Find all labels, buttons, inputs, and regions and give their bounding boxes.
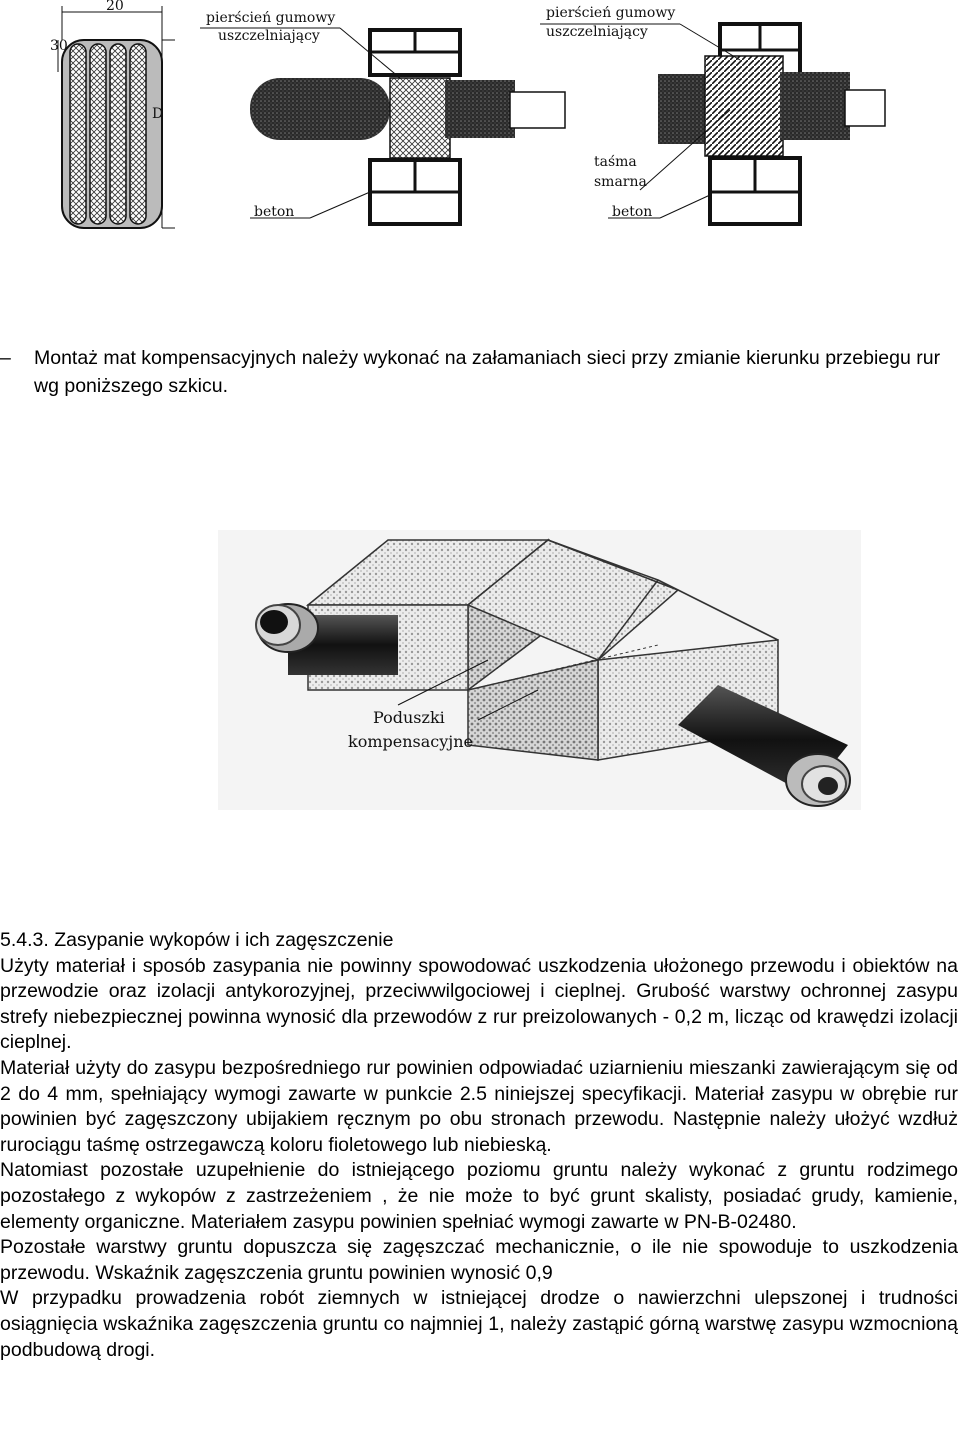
label-ring-2b: uszczelniający bbox=[546, 24, 648, 40]
label-ring-1b: uszczelniający bbox=[218, 28, 320, 44]
bullet-text: Montaż mat kompensacyjnych należy wykonać na załamaniach sieci przy zmianie kierunku przebiegu rur wg poniższego szkicu. bbox=[34, 347, 941, 397]
label-tape: taśma bbox=[594, 154, 637, 170]
pads-label-2: kompensacyjne bbox=[348, 732, 473, 751]
compensation-pad-diagram bbox=[218, 530, 861, 810]
wall-assembly-left bbox=[250, 30, 565, 224]
dim-top-label: 20 bbox=[106, 0, 124, 14]
paragraph-5: W przypadku prowadzenia robót ziemnych w istniejącej drodze o nawierzchni ulepszonej i trudności osiągnięcia wskaźnika zagęszczenia gruntu co najmniej 1, należy zastąpić górną warstwę zasypu wzmocnioną podbudową drogi. bbox=[0, 1287, 958, 1361]
paragraph-2: Materiał użyty do zasypu bezpośredniego rur powinien odpowiadać uziarnieniu mieszanki zawierającym się od 2 do 4 mm, spełniający wymogi zawarte w punkcie 2.5 niniejszej specyfikacji. Materiał zasypu w obrębie rur powinien być zagęszczony ubijakiem ręcznym po obu stronach przewodu. Następnie należy ułożyć wzdłuż rurociągu taśmę ostrzegawczą koloru fioletowego lub niebieską. bbox=[0, 1056, 958, 1156]
dim-right-label: D bbox=[152, 106, 164, 122]
label-beton-1: beton bbox=[254, 204, 295, 220]
pads-label-1: Poduszki bbox=[373, 708, 445, 727]
bullet-item bbox=[0, 344, 958, 400]
label-ring-2: pierścień gumowy bbox=[546, 5, 676, 21]
section-title: Zasypanie wykopów i ich zagęszczenie bbox=[54, 929, 394, 951]
paragraph-1: Użyty materiał i sposób zasypania nie powinny spowodować uszkodzenia ułożonego przewodu i obiektów na przewodzie oraz izolacji antykorozyjnej, przeciwwilgociowej i cieplnej. Grubość warstwy ochronnej zasypu strefy niebezpiecznej powinna wynosić dla przewodów z rur preizolowanych - 0,2 m, licząc od krawędzi izolacji cieplnej. bbox=[0, 954, 958, 1054]
label-tape-b: smarna bbox=[594, 174, 647, 190]
wall-assembly-right bbox=[658, 24, 885, 224]
section-number: 5.4.3. bbox=[0, 929, 49, 951]
paragraph-3: Natomiast pozostałe uzupełnienie do istniejącego poziomu gruntu należy wykonać z gruntu rodzimego pozostałego z wykopów z zastrzeżeniem , że nie może to być grunt skalisty, posiadać grudy, kamienie, elementy organiczne. Materiałem zasypu powinien spełniać wymogi zawarte w PN-B-02480. bbox=[0, 1159, 958, 1233]
dim-left-label: 30 bbox=[50, 38, 68, 54]
paragraph-4: Pozostałe warstwy gruntu dopuszcza się zagęszczać mechanicznie, o ile nie spowoduje to uszkodzenia przewodu. Wskaźnik zagęszczenia gruntu powinien wynosić 0,9 bbox=[0, 1236, 958, 1284]
section-heading bbox=[0, 928, 958, 954]
label-beton-2: beton bbox=[612, 204, 653, 220]
bullet-dash: – bbox=[0, 347, 11, 369]
label-ring-1: pierścień gumowy bbox=[206, 10, 336, 26]
pipe-seal-diagram bbox=[40, 0, 920, 240]
section-body bbox=[0, 928, 958, 1363]
